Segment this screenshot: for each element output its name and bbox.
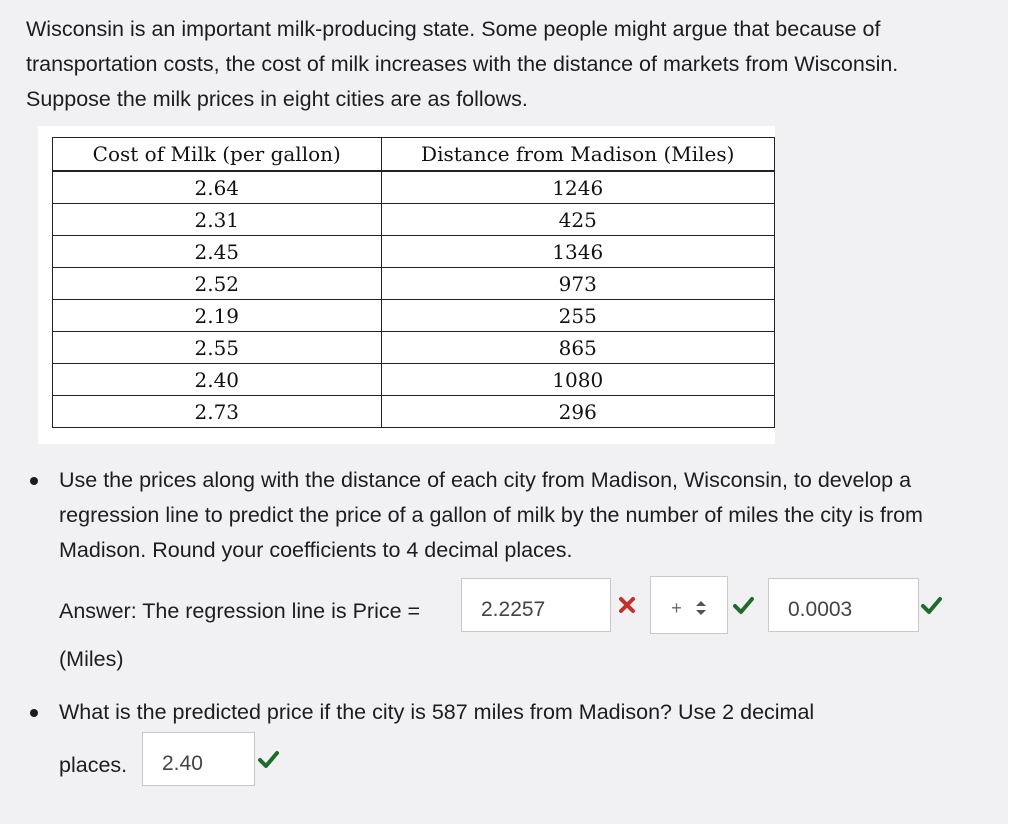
slope-input[interactable] [768,578,919,632]
table-row [53,236,775,268]
distance-cell: 973 [381,268,775,300]
table-header-row [53,138,775,172]
distance-cell: 1080 [381,364,775,396]
check-icon [257,748,279,770]
cost-cell: 2.19 [53,300,382,332]
cost-cell: 2.45 [53,236,382,268]
data-table [52,137,775,428]
cost-cell: 2.64 [53,171,382,204]
question-list [24,463,984,788]
answer-row [59,578,984,634]
bullet-icon [30,477,38,485]
cost-cell: 2.40 [53,364,382,396]
table-row [53,396,775,428]
cost-cell: 2.52 [53,268,382,300]
cross-icon [616,594,638,616]
cost-cell: 2.55 [53,332,382,364]
column-header-distance: Distance from Madison (Miles) [381,138,775,172]
sign-value: + [671,598,682,618]
slope-value: 0.0003 [788,598,853,621]
distance-cell: 865 [381,332,775,364]
table-row [53,300,775,332]
distance-cell: 1246 [381,171,775,204]
distance-cell: 255 [381,300,775,332]
table-row [53,171,775,204]
question-2 [24,695,984,788]
question-1 [24,463,984,677]
check-icon [732,594,754,616]
distance-cell: 425 [381,204,775,236]
select-arrows-icon [695,600,707,616]
cost-cell: 2.31 [53,204,382,236]
question-2-text: What is the predicted price if the city is 587 miles from Madison? Use 2 decimal [59,700,815,724]
intercept-value: 2.2257 [481,598,546,621]
table-row [53,364,775,396]
cost-cell: 2.73 [53,396,382,428]
question-2-text-cont: places. [59,753,128,777]
intercept-input[interactable] [461,578,611,632]
predicted-price-input[interactable] [142,732,255,786]
distance-cell: 1346 [381,236,775,268]
scrollbar[interactable] [1008,0,1024,824]
table-container [38,126,775,444]
predicted-price-value: 2.40 [162,752,203,775]
sign-select[interactable] [650,576,728,634]
answer-row-2 [59,732,984,788]
table-row [53,268,775,300]
column-header-cost: Cost of Milk (per gallon) [53,138,382,172]
table-row [53,332,775,364]
table-row [53,204,775,236]
miles-suffix: (Miles) [59,647,124,671]
check-icon [920,594,942,616]
question-1-text: Use the prices along with the distance of each city from Madison, Wisconsin, to develop a regression line to predict the price of a gallon of milk by the number of miles the city is from Madison. Round your coefficients to 4 decimal places. [59,468,923,562]
distance-cell: 296 [381,396,775,428]
intro-text: Wisconsin is an important milk-producing state. Some people might argue that because of transportation costs, the cost of milk increases with the distance of markets from Wisconsin. Suppose the milk prices in eight cities are as follows. [26,17,899,111]
answer-label: Answer: The regression line is Price = [59,599,421,623]
bullet-icon [30,709,38,717]
